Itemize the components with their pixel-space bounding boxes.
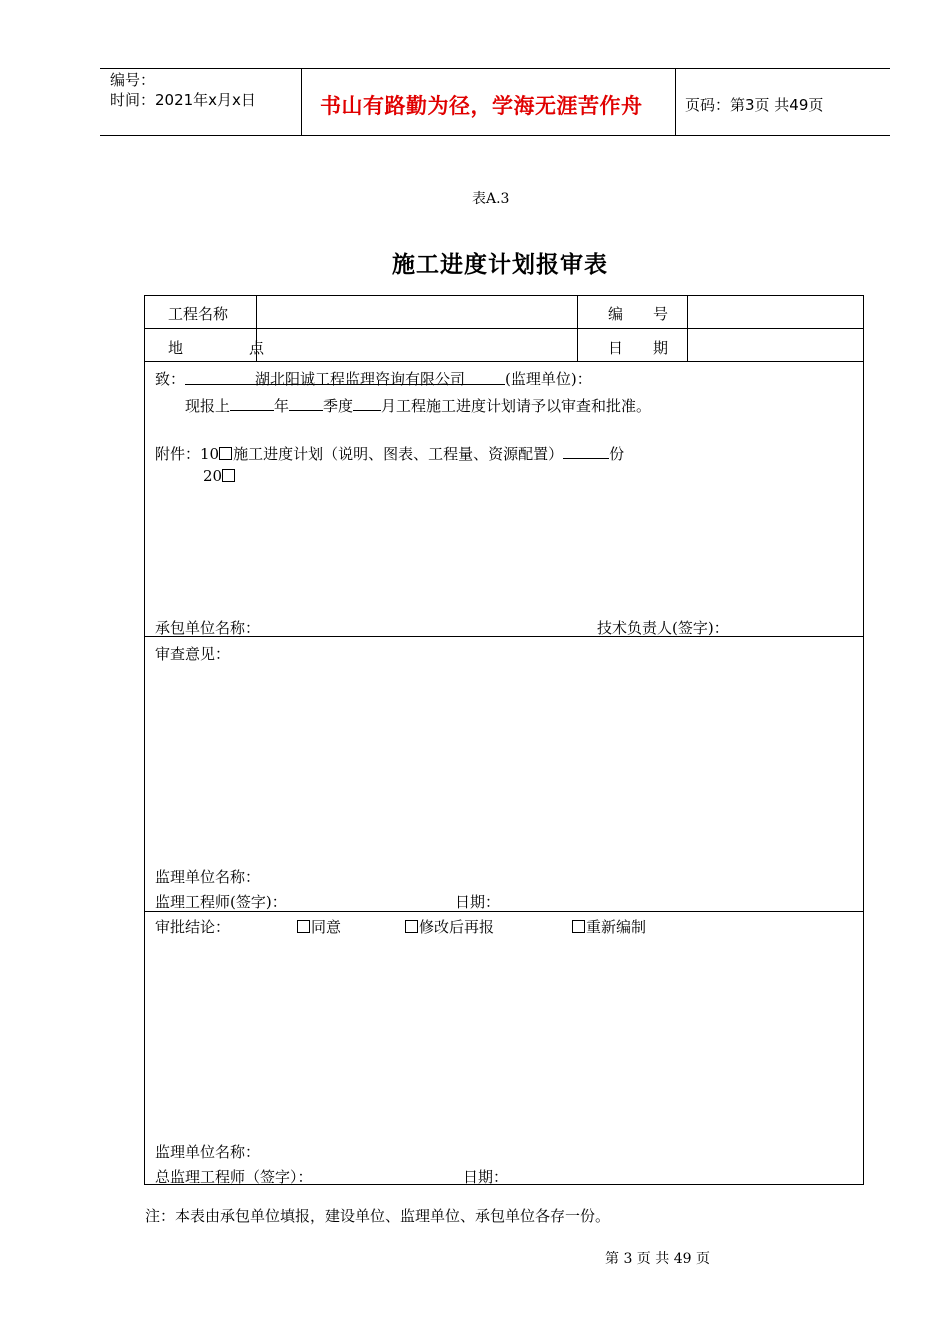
review-label: 审查意见： — [155, 645, 231, 663]
attach-1-text: 施工进度计划（说明、图表、工程量、资源配置） — [233, 445, 564, 463]
chief-engineer-label: 总监理工程师（签字）： — [155, 1168, 313, 1186]
footer-page: 第 3 页 共 49 页 — [605, 1251, 710, 1267]
to-suffix: (监理单位)： — [505, 370, 592, 388]
checkbox-icon[interactable] — [297, 920, 310, 933]
to-org-field — [185, 368, 505, 388]
option-redo[interactable] — [572, 916, 646, 937]
chief-date-label: 日期： — [463, 1168, 509, 1186]
option-revise[interactable] — [405, 916, 494, 937]
month-blank — [353, 394, 381, 411]
form-table — [144, 295, 864, 1185]
header-divider-right — [675, 68, 676, 135]
supervisor-engineer-label: 监理工程师(签字)： — [155, 893, 287, 911]
col-line-3 — [687, 295, 688, 361]
supervisor-unit-label: 监理单位名称： — [155, 868, 261, 886]
page-label: 页码：第3页 共49页 — [685, 96, 824, 114]
report-line — [185, 394, 651, 416]
form-title: 施工进度计划报审表 — [392, 252, 608, 278]
header-top-rule — [100, 68, 890, 69]
row-line-1 — [144, 328, 864, 329]
year-text: 年 — [274, 397, 290, 415]
option-agree-label: 同意 — [311, 918, 342, 936]
option-redo-label: 重新编制 — [586, 918, 647, 936]
attach-2-label: 2 — [203, 467, 213, 485]
season-text: 季度 — [323, 397, 354, 415]
attachment-1 — [155, 442, 624, 464]
tech-sign-label: 技术负责人(签字)： — [597, 619, 729, 637]
col-line-2 — [577, 295, 578, 361]
year-blank — [230, 394, 274, 411]
supervisor-date-label: 日期： — [455, 893, 501, 911]
attach-1-prefix: 0 — [209, 445, 220, 463]
footnote: 注：本表由承包单位填报，建设单位、监理单位、承包单位各存一份。 — [145, 1207, 611, 1225]
option-agree[interactable] — [297, 916, 341, 937]
attachment-2 — [203, 467, 236, 485]
header-divider-left — [301, 68, 302, 135]
copies-blank — [563, 442, 609, 459]
time-label: 时间：2021年x月x日 — [110, 91, 256, 109]
number-label: 编 号 — [608, 305, 669, 323]
code-label: 编号： — [110, 71, 156, 89]
approval-label: 审批结论： — [155, 918, 231, 936]
motto-text: 书山有路勤为径，学海无涯苦作舟 — [320, 94, 643, 118]
checkbox-icon[interactable] — [572, 920, 585, 933]
row-line-2 — [144, 361, 864, 362]
location-label: 地 点 — [168, 339, 277, 357]
checkbox-icon[interactable] — [219, 447, 232, 460]
checkbox-icon[interactable] — [405, 920, 418, 933]
to-org: 湖北阳诚工程监理咨询有限公司 — [255, 370, 466, 388]
header-bottom-rule — [100, 135, 890, 136]
supervisor-unit-label-2: 监理单位名称： — [155, 1143, 261, 1161]
season-blank — [289, 394, 323, 411]
attach-label: 附件：1 — [155, 445, 210, 463]
contractor-label: 承包单位名称： — [155, 619, 261, 637]
date-label: 日 期 — [608, 339, 669, 357]
attach-2-prefix: 0 — [212, 467, 223, 485]
report-prefix: 现报上 — [185, 397, 231, 415]
to-label: 致： — [155, 370, 186, 388]
attach-copies: 份 — [609, 445, 625, 463]
checkbox-icon[interactable] — [222, 469, 235, 482]
project-name-label: 工程名称 — [168, 305, 229, 323]
table-number: 表A.3 — [472, 191, 510, 207]
month-text: 月工程施工进度计划请予以审查和批准。 — [381, 397, 652, 415]
option-revise-label: 修改后再报 — [419, 918, 495, 936]
to-line — [155, 368, 592, 389]
